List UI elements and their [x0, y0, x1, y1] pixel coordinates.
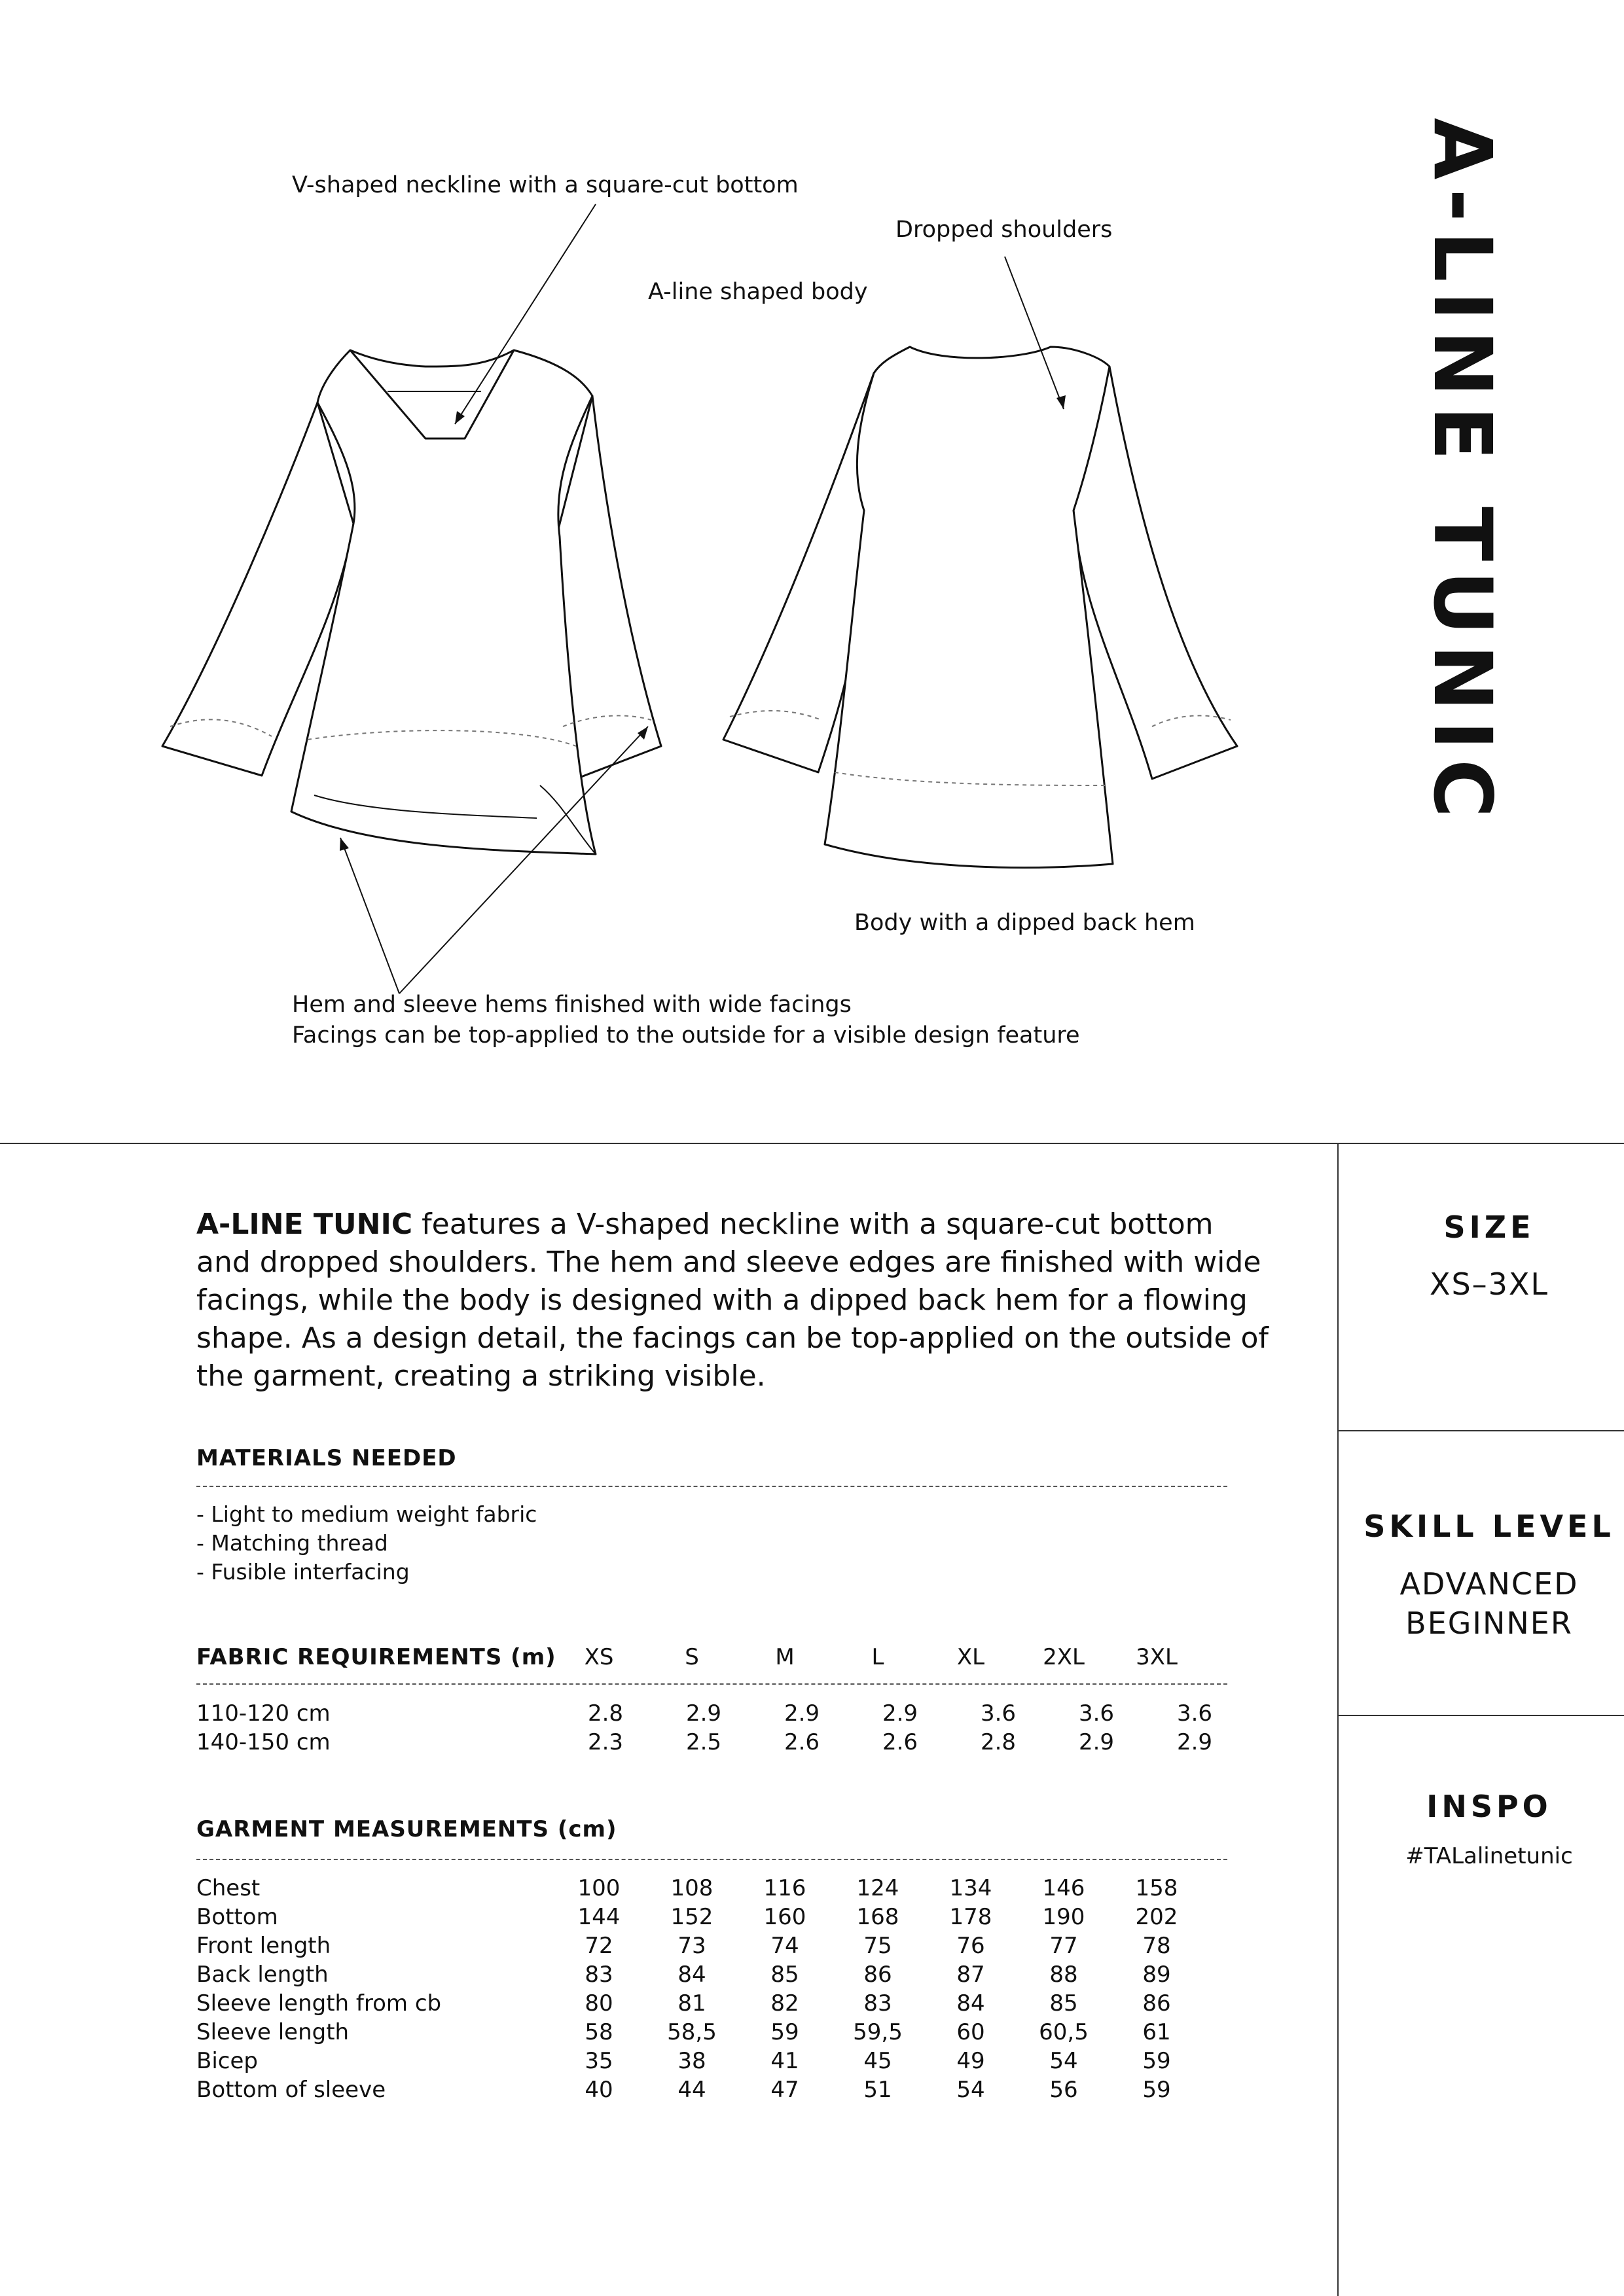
- cell: 80: [585, 1990, 613, 2017]
- cell: 56: [1049, 2077, 1078, 2103]
- cell: 59: [770, 2019, 799, 2045]
- row-label: Front length: [196, 1933, 331, 1959]
- skill-value-1: ADVANCED: [1399, 1566, 1579, 1602]
- cell: 3.6: [1078, 1700, 1115, 1727]
- row-label: 110-120 cm: [196, 1700, 331, 1727]
- cell: 58,5: [667, 2019, 717, 2045]
- table-row: [0, 1904, 1309, 1933]
- cell: 2.3: [587, 1729, 624, 1755]
- cell: 108: [670, 1875, 713, 1901]
- row-label: Sleeve length: [196, 2019, 350, 2045]
- callout-body: A-line shaped body: [648, 279, 868, 305]
- fabric-row: [0, 1729, 1309, 1758]
- front-body: [291, 350, 596, 854]
- cell: 134: [949, 1875, 992, 1901]
- material-item: - Light to medium weight fabric: [196, 1501, 537, 1527]
- page-title: A-LINE TUNIC: [1416, 118, 1509, 827]
- table-row: [0, 2019, 1309, 2048]
- table-row: [0, 1933, 1309, 1962]
- cell: 59: [1142, 2048, 1171, 2074]
- cell: 86: [1142, 1990, 1171, 2017]
- size-heading: SIZE: [1443, 1210, 1535, 1245]
- table-row: [0, 2077, 1309, 2106]
- inspo-hashtag: #TALalinetunic: [1405, 1843, 1573, 1869]
- row-label: Back length: [196, 1962, 329, 1988]
- row-label: Bottom: [196, 1904, 278, 1930]
- size-value: XS–3XL: [1429, 1266, 1549, 1302]
- cell: 72: [585, 1933, 613, 1959]
- cell: 44: [677, 2077, 706, 2103]
- cell: 2.8: [980, 1729, 1017, 1755]
- fabric-row: [0, 1700, 1309, 1729]
- cell: 41: [770, 2048, 799, 2074]
- cell: 38: [677, 2048, 706, 2074]
- callout-dipped-hem: Body with a dipped back hem: [854, 910, 1195, 936]
- row-label: Sleeve length from cb: [196, 1990, 442, 2017]
- size-l: L: [871, 1644, 884, 1670]
- callout-hem-line-2: Facings can be top-applied to the outside for a visible design feature: [292, 1022, 1080, 1049]
- size-m: M: [775, 1644, 795, 1670]
- cell: 86: [863, 1962, 892, 1988]
- table-row: [0, 1962, 1309, 1990]
- cell: 89: [1142, 1962, 1171, 1988]
- cell: 2.9: [1078, 1729, 1115, 1755]
- intro-paragraph: A-LINE TUNIC features a V-shaped neckline with a square-cut bottom and dropped shoulders. The hem and sleeve edges are finished with wide facings, while the body is designed with a dipped back hem for a flowing shape. As a design detail, the facings can be top-applied on the outside of the garment, creating a striking visible.: [196, 1208, 1269, 1393]
- divider: [196, 1859, 1227, 1860]
- cell: 88: [1049, 1962, 1078, 1988]
- cell: 158: [1135, 1875, 1178, 1901]
- cell: 54: [1049, 2048, 1078, 2074]
- cell: 75: [863, 1933, 892, 1959]
- cell: 59: [1142, 2077, 1171, 2103]
- cell: 47: [770, 2077, 799, 2103]
- cell: 2.9: [882, 1700, 918, 1727]
- cell: 3.6: [980, 1700, 1017, 1727]
- size-header-row: [0, 1644, 1309, 1673]
- cell: 178: [949, 1904, 992, 1930]
- cell: 84: [956, 1990, 985, 2017]
- skill-heading: SKILL LEVEL: [1363, 1509, 1615, 1544]
- cell: 59,5: [853, 2019, 903, 2045]
- cell: 61: [1142, 2019, 1171, 2045]
- table-row: [0, 1875, 1309, 1904]
- cell: 83: [863, 1990, 892, 2017]
- cell: 77: [1049, 1933, 1078, 1959]
- cell: 2.9: [685, 1700, 722, 1727]
- sidebar-divider-1: [1337, 1430, 1624, 1431]
- sidebar-divider-2: [1337, 1715, 1624, 1716]
- size-3xl: 3XL: [1136, 1644, 1178, 1670]
- cell: 40: [585, 2077, 613, 2103]
- cell: 124: [856, 1875, 899, 1901]
- material-item: - Fusible interfacing: [196, 1559, 410, 1585]
- material-item: - Matching thread: [196, 1530, 388, 1556]
- cell: 2.6: [784, 1729, 820, 1755]
- size-xl: XL: [956, 1644, 985, 1670]
- skill-value-2: BEGINNER: [1405, 1605, 1573, 1641]
- cell: 2.9: [1176, 1729, 1213, 1755]
- cell: 160: [763, 1904, 806, 1930]
- cell: 78: [1142, 1933, 1171, 1959]
- cell: 35: [585, 2048, 613, 2074]
- divider: [196, 1683, 1227, 1685]
- row-label: Bottom of sleeve: [196, 2077, 386, 2103]
- cell: 2.8: [587, 1700, 624, 1727]
- cell: 85: [1049, 1990, 1078, 2017]
- cell: 76: [956, 1933, 985, 1959]
- cell: 74: [770, 1933, 799, 1959]
- table-row: [0, 1990, 1309, 2019]
- cell: 190: [1042, 1904, 1085, 1930]
- divider: [196, 1486, 1227, 1487]
- cell: 100: [577, 1875, 621, 1901]
- section-divider: [0, 1143, 1624, 1144]
- cell: 146: [1042, 1875, 1085, 1901]
- cell: 45: [863, 2048, 892, 2074]
- cell: 144: [577, 1904, 621, 1930]
- cell: 87: [956, 1962, 985, 1988]
- garment-illustration: [0, 0, 1624, 1113]
- cell: 73: [677, 1933, 706, 1959]
- cell: 202: [1135, 1904, 1178, 1930]
- cell: 54: [956, 2077, 985, 2103]
- materials-heading: MATERIALS NEEDED: [196, 1445, 457, 1471]
- back-body: [825, 347, 1113, 868]
- row-label: 140-150 cm: [196, 1729, 331, 1755]
- materials-list: [196, 1500, 537, 1587]
- size-s: S: [685, 1644, 699, 1670]
- cell: 51: [863, 2077, 892, 2103]
- cell: 81: [677, 1990, 706, 2017]
- cell: 152: [670, 1904, 713, 1930]
- fabric-heading: FABRIC REQUIREMENTS (m): [196, 1644, 556, 1670]
- sidebar-divider: [1337, 1143, 1339, 2296]
- cell: 58: [585, 2019, 613, 2045]
- garment-heading: GARMENT MEASUREMENTS (cm): [196, 1816, 617, 1842]
- cell: 2.6: [882, 1729, 918, 1755]
- table-row: [0, 2048, 1309, 2077]
- row-label: Bicep: [196, 2048, 258, 2074]
- row-label: Chest: [196, 1875, 261, 1901]
- cell: 168: [856, 1904, 899, 1930]
- size-xs: XS: [584, 1644, 614, 1670]
- cell: 2.9: [784, 1700, 820, 1727]
- inspo-heading: INSPO: [1426, 1789, 1552, 1824]
- cell: 85: [770, 1962, 799, 1988]
- cell: 60,5: [1039, 2019, 1089, 2045]
- cell: 82: [770, 1990, 799, 2017]
- callout-neckline: V-shaped neckline with a square-cut bottom: [292, 172, 799, 198]
- size-2xl: 2XL: [1043, 1644, 1085, 1670]
- cell: 83: [585, 1962, 613, 1988]
- cell: 49: [956, 2048, 985, 2074]
- callout-shoulders: Dropped shoulders: [895, 217, 1113, 243]
- callout-hem-line-1: Hem and sleeve hems finished with wide facings: [292, 992, 852, 1018]
- cell: 116: [763, 1875, 806, 1901]
- cell: 84: [677, 1962, 706, 1988]
- cell: 3.6: [1176, 1700, 1213, 1727]
- cell: 60: [956, 2019, 985, 2045]
- cell: 2.5: [685, 1729, 722, 1755]
